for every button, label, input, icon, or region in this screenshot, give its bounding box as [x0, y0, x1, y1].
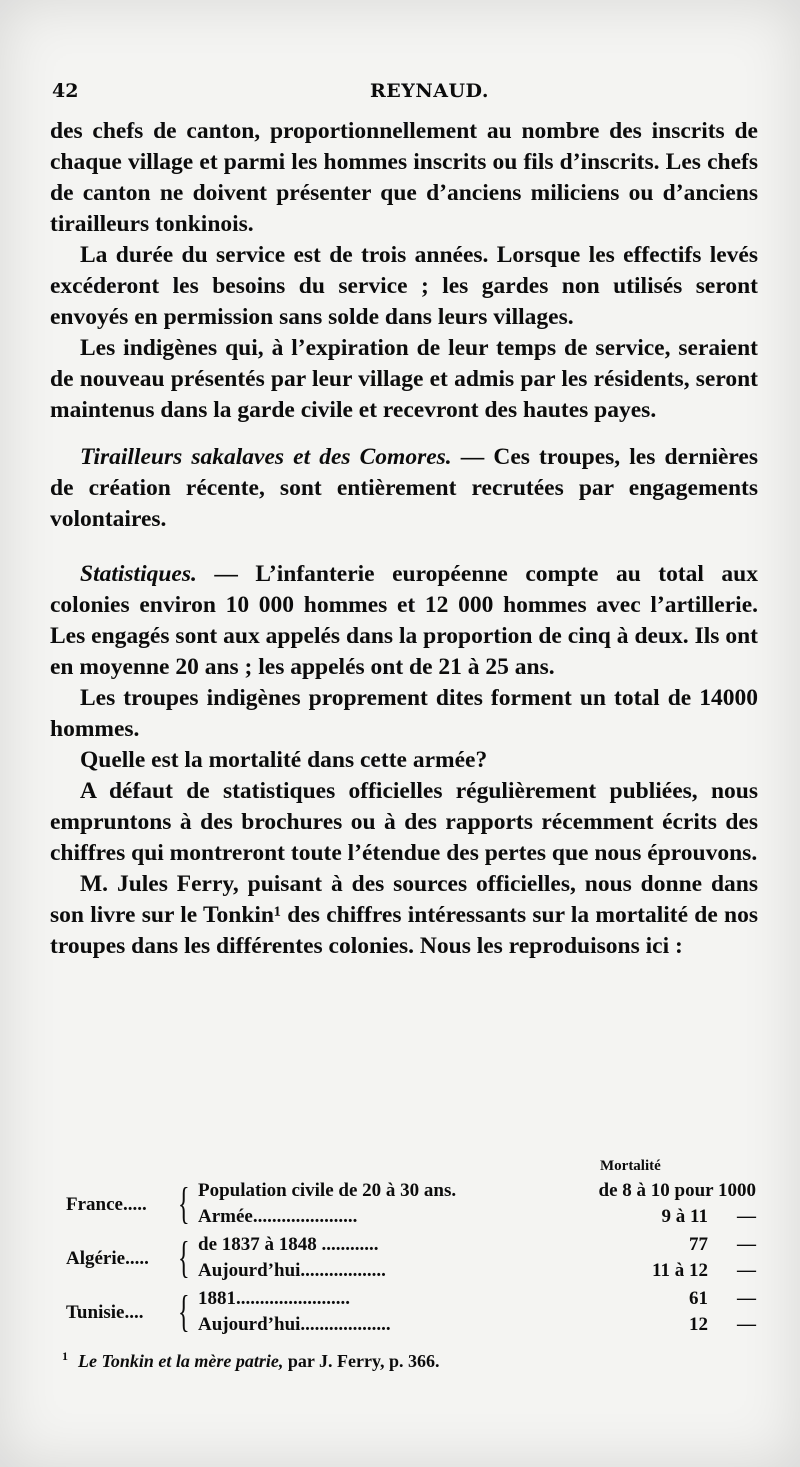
table-group-tunisie: [66, 1288, 756, 1340]
section-text: — Ces troupes, les dernières de création récente, sont entièrement recrutées par engagements volontaires.: [50, 444, 758, 532]
country-label: France.....: [66, 1194, 147, 1215]
footnote: [62, 1349, 752, 1372]
table-group-algerie: [66, 1234, 756, 1286]
page-header: [52, 80, 752, 110]
row-label: Armée......................: [198, 1206, 358, 1227]
row-value: 77: [689, 1234, 708, 1255]
paragraph: A défaut de statistiques officielles régulièrement publiées, nous empruntons à des brochures ou à des rapports récemment écrits des chiffres qui montreront toute l’étendue des pertes que nous éprouvons.: [50, 778, 758, 866]
footnote-text: par J. Ferry, p. 366.: [283, 1351, 440, 1371]
row-value: de 8 à 10 pour 1000: [598, 1180, 756, 1201]
page-number: 42: [52, 80, 79, 102]
row-label: Aujourd’hui..................: [198, 1260, 386, 1281]
running-title: REYNAUD.: [370, 80, 489, 102]
table-header: Mortalité: [600, 1158, 661, 1174]
table-row: [198, 1288, 756, 1314]
row-value: 61: [689, 1288, 708, 1309]
row-dash: —: [737, 1314, 756, 1335]
row-label: 1881........................: [198, 1288, 350, 1309]
footnote-mark: 1: [62, 1349, 68, 1363]
section-statistiques: [50, 559, 758, 683]
row-dash: —: [737, 1234, 756, 1255]
section-text: — L’infanterie européenne compte au total aux colonies environ 10 000 hommes et 12 000 hommes avec l’artillerie. Les engagés sont aux appelés dans la proportion de cinq à deux. Ils ont en moyenne 20 ans ; les appelés ont de 21 à 25 ans.: [50, 561, 758, 680]
section-tirailleurs: [50, 442, 758, 535]
brace-glyph: {: [178, 1179, 190, 1228]
table-row: [198, 1234, 756, 1260]
row-label: Population civile de 20 à 30 ans.: [198, 1180, 457, 1201]
country-label: Tunisie....: [66, 1302, 144, 1323]
brace-glyph: {: [178, 1233, 190, 1282]
paragraph: Quelle est la mortalité dans cette armée?: [80, 747, 488, 773]
section-heading: Statistiques.: [80, 561, 197, 587]
section-heading: Tirailleurs sakalaves et des Comores.: [80, 444, 452, 470]
table-row: [198, 1260, 756, 1286]
row-dash: —: [737, 1260, 756, 1281]
paragraph: La durée du service est de trois années. Lorsque les effectifs levés excéderont les besoins du service ; les gardes non utilisés seront envoyés en permission sans solde dans leurs villages.: [50, 242, 758, 330]
row-dash: —: [737, 1288, 756, 1309]
table-row: [198, 1206, 756, 1232]
row-label: de 1837 à 1848 ............: [198, 1234, 379, 1255]
table-row: [198, 1314, 756, 1340]
table-group-france: [66, 1180, 756, 1232]
row-value: 9 à 11: [661, 1206, 708, 1227]
country-label: Algérie.....: [66, 1248, 149, 1269]
paragraph: Les indigènes qui, à l’expiration de leur temps de service, seraient de nouveau présentés par leur village et admis par les résidents, seront maintenus dans la garde civile et recevront des hautes payes.: [50, 335, 758, 423]
paragraph: Les troupes indigènes proprement dites forment un total de 14000 hommes.: [50, 685, 758, 742]
body-text: [50, 116, 758, 962]
row-label: Aujourd’hui...................: [198, 1314, 391, 1335]
paragraph: des chefs de canton, proportionnellement au nombre des inscrits de chaque village et parmi les hommes inscrits ou fils d’inscrits. Les chefs de canton ne doivent présenter que d’anciens miliciens ou d’anciens tirailleurs tonkinois.: [50, 118, 758, 237]
row-dash: —: [737, 1206, 756, 1227]
paragraph: M. Jules Ferry, puisant à des sources officielles, nous donne dans son livre sur le Tonkin¹ des chiffres intéressants sur la mortalité de nos troupes dans les différentes colonies. Nous les reproduisons ici :: [50, 871, 758, 959]
row-value: 12: [689, 1314, 708, 1335]
table-row: [198, 1180, 756, 1206]
row-value: 11 à 12: [652, 1260, 708, 1281]
footnote-title: Le Tonkin et la mère patrie,: [78, 1351, 284, 1371]
brace-glyph: {: [178, 1287, 190, 1336]
